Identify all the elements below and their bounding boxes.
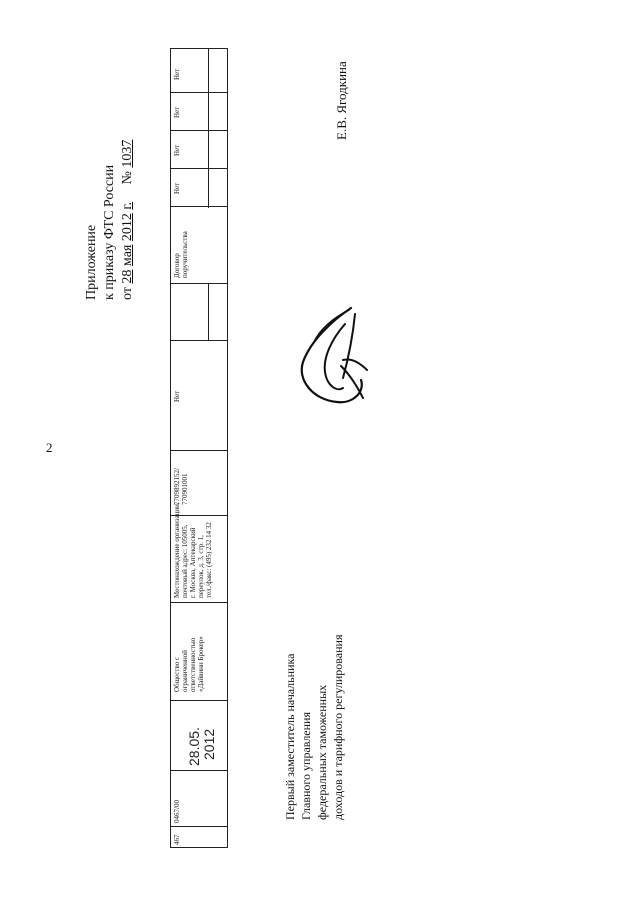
table-border-right: [227, 48, 228, 848]
table-divider: [170, 700, 228, 701]
table-divider: [170, 770, 228, 771]
table-divider: [170, 92, 228, 93]
table-divider: [170, 826, 228, 827]
table-divider: [170, 340, 228, 341]
signatory-name: Е.В. Ягодкина: [334, 61, 349, 140]
table-divider: [170, 130, 228, 131]
order-month: мая: [120, 244, 135, 267]
table-divider: [170, 283, 228, 284]
page-number: 2: [46, 440, 53, 455]
table-border-bottom: [170, 847, 228, 848]
order-day: 28: [120, 269, 135, 284]
order-date-line: от 28 мая 2012 г. № 1037: [120, 139, 135, 300]
table-divider: [170, 206, 228, 207]
table-inner-line: [208, 48, 209, 208]
order-year: 2012: [120, 213, 135, 242]
table-border-top: [170, 48, 228, 49]
appendix-title: Приложение: [84, 224, 99, 300]
order-number: 1037: [120, 139, 135, 168]
order-reference: к приказу ФТС России: [102, 164, 117, 300]
signature-icon: [293, 300, 373, 415]
signatory-title-line: доходов и тарифного регулирования: [331, 634, 345, 820]
signatory-title-line: Первый заместитель начальника: [283, 653, 297, 820]
table-divider: [170, 602, 228, 603]
signatory-title-line: федеральных таможенных: [315, 684, 329, 820]
table-divider: [170, 168, 228, 169]
signatory-title-line: Главного управления: [299, 712, 313, 820]
table-border-left: [170, 48, 171, 848]
table-divider: [170, 450, 228, 451]
table-inner-line: [208, 283, 209, 340]
